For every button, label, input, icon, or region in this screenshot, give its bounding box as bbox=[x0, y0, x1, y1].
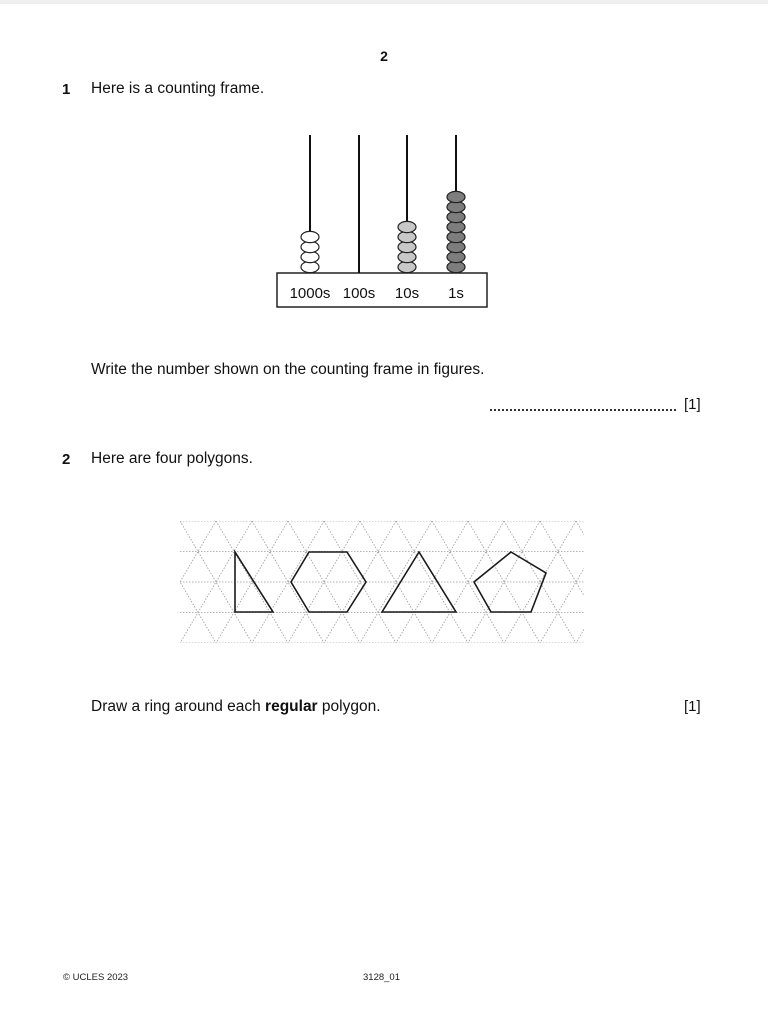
grid-diagonal-line bbox=[108, 521, 180, 643]
grid-diagonal-line bbox=[720, 521, 768, 643]
question-2-marks: [1] bbox=[684, 698, 701, 715]
footer-copyright: © UCLES 2023 bbox=[63, 972, 129, 983]
grid-diagonal-line bbox=[684, 521, 756, 643]
grid-diagonal-line bbox=[756, 521, 768, 643]
counting-frame bbox=[270, 128, 500, 313]
grid-diagonal-line bbox=[612, 521, 684, 643]
grid-diagonal-line bbox=[0, 521, 72, 643]
instruction-text-2: polygon. bbox=[317, 698, 381, 715]
frame-label-10s: 10s bbox=[394, 285, 420, 302]
grid-diagonal-line bbox=[684, 521, 756, 643]
bead-1s bbox=[447, 191, 465, 202]
question-1-intro: Here is a counting frame. bbox=[91, 80, 265, 97]
bead-1000s bbox=[301, 231, 319, 242]
grid-diagonal-line bbox=[72, 521, 144, 643]
frame-label-1000s: 1000s bbox=[289, 285, 331, 302]
question-2-instruction bbox=[91, 698, 381, 716]
question-1-number: 1 bbox=[62, 81, 71, 98]
question-2-intro: Here are four polygons. bbox=[91, 450, 253, 467]
grid-diagonal-line bbox=[0, 521, 36, 643]
grid-diagonal-line bbox=[648, 521, 720, 643]
bead-10s bbox=[398, 221, 416, 232]
instruction-text-1: Draw a ring around each bbox=[91, 698, 266, 715]
instruction-bold-regular: regular bbox=[265, 698, 318, 715]
answer-line[interactable] bbox=[490, 409, 676, 411]
footer-code: 3128_01 bbox=[363, 972, 400, 983]
grid-diagonal-line bbox=[36, 521, 108, 643]
grid-diagonal-line bbox=[576, 521, 648, 643]
grid-diagonal-line bbox=[0, 521, 36, 643]
top-border bbox=[0, 0, 768, 4]
question-1-instruction: Write the number shown on the counting frame in figures. bbox=[91, 361, 485, 378]
frame-label-1s: 1s bbox=[448, 285, 464, 302]
grid-diagonal-line bbox=[72, 521, 144, 643]
question-1-marks: [1] bbox=[684, 396, 701, 413]
frame-label-100s: 100s bbox=[342, 285, 376, 302]
grid-diagonal-line bbox=[576, 521, 648, 643]
grid-diagonal-line bbox=[648, 521, 720, 643]
question-2-number: 2 bbox=[62, 451, 71, 468]
page-number: 2 bbox=[380, 48, 388, 64]
isometric-grid bbox=[176, 515, 588, 650]
grid-diagonal-line bbox=[108, 521, 180, 643]
grid-diagonal-line bbox=[0, 521, 72, 643]
grid-diagonal-line bbox=[612, 521, 684, 643]
grid-diagonal-line bbox=[36, 521, 108, 643]
